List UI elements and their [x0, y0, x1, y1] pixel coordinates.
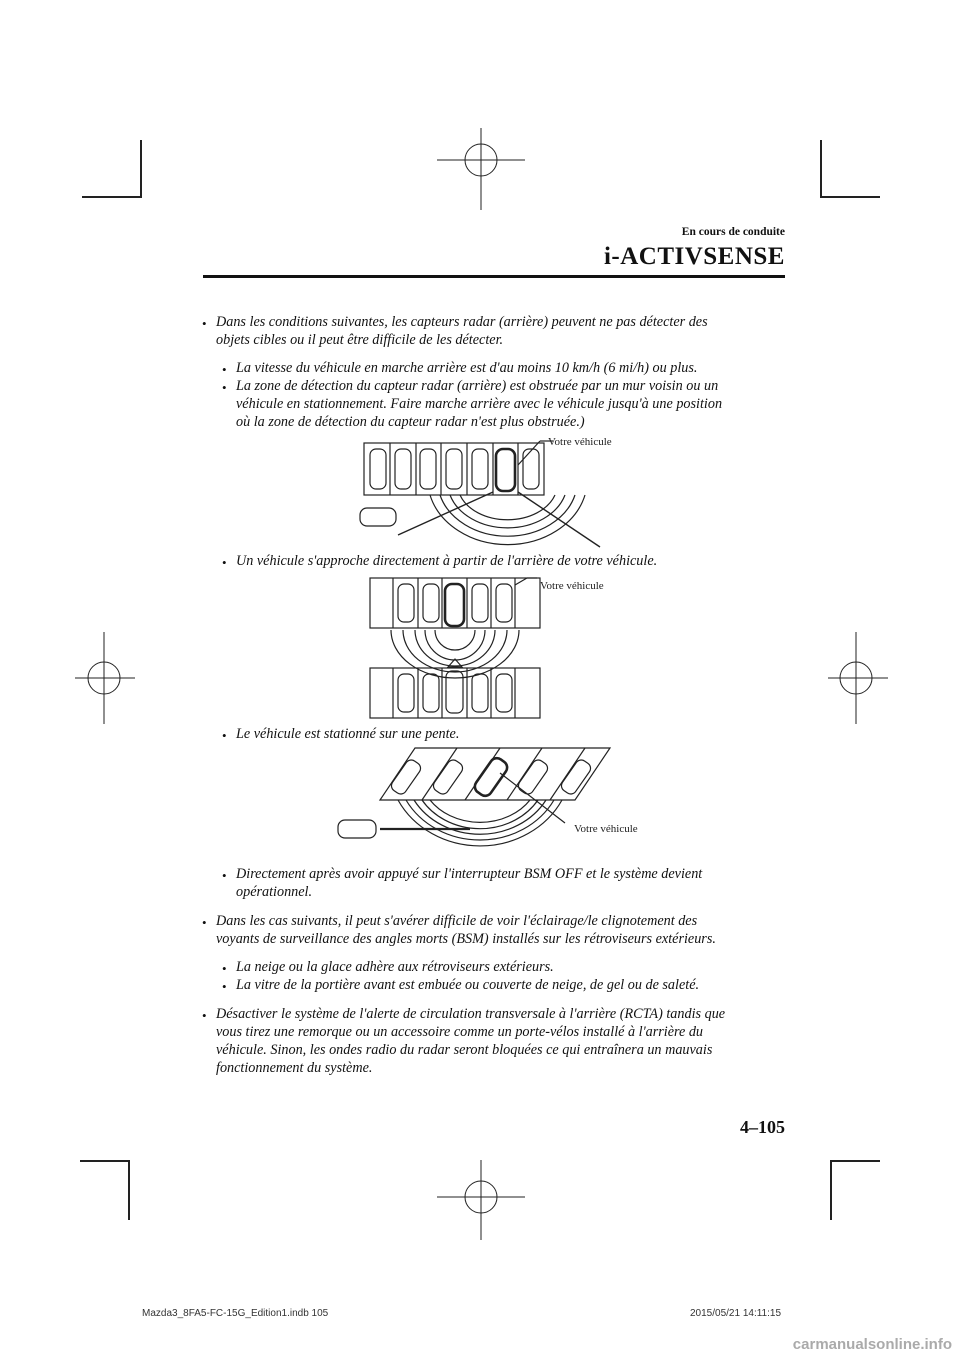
bullet-icon: •	[202, 915, 207, 930]
bullet-icon: •	[222, 961, 227, 976]
registration-mark-bottom	[437, 1160, 525, 1240]
bullet-3-line-3: véhicule. Sinon, les ondes radio du radar seront bloquées ce qui entraînera un mauvais	[216, 1042, 713, 1058]
bullet-icon: •	[222, 380, 227, 395]
sub-bullet-4: Le véhicule est stationné sur une pente.	[236, 726, 460, 742]
bullet-icon: •	[222, 362, 227, 377]
bullet-2-line-2: voyants de surveillance des angles morts (BSM) installés sur les rétroviseurs extérieurs.	[216, 931, 716, 947]
figure-2-label: Votre véhicule	[540, 580, 604, 592]
page-number: 4–105	[740, 1117, 785, 1137]
sub-bullet-2-line-1: La zone de détection du capteur radar (arrière) est obstruée par un mur voisin ou un	[236, 378, 719, 394]
sub-bullet-1: La vitesse du véhicule en marche arrière est d'au moins 10 km/h (6 mi/h) ou plus.	[236, 360, 698, 376]
page-title: i-ACTIVSENSE	[603, 243, 785, 270]
bullet-icon: •	[222, 555, 227, 570]
registration-mark-left	[75, 632, 155, 724]
figure-slope-parking	[330, 745, 660, 865]
figure-1-label: Votre véhicule	[548, 436, 612, 448]
registration-mark-top	[437, 128, 525, 216]
sub-bullet-2-line-2: véhicule en stationnement. Faire marche arrière avec le véhicule jusqu'à une position	[236, 396, 723, 412]
figure-3-label: Votre véhicule	[574, 823, 638, 835]
bullet-icon: •	[222, 728, 227, 743]
bullet-3-line-1: Désactiver le système de l'alerte de circulation transversale à l'arrière (RCTA) tandis que	[216, 1006, 726, 1022]
bullet-icon: •	[202, 316, 207, 331]
section-title: En cours de conduite	[681, 226, 785, 238]
header-rule	[203, 275, 785, 278]
bullet-icon: •	[202, 1008, 207, 1023]
sub-bullet-3: Un véhicule s'approche directement à partir de l'arrière de votre véhicule.	[236, 553, 658, 569]
watermark: carmanualsonline.info	[792, 1336, 952, 1353]
figure-approach-rear	[355, 575, 555, 725]
sub-bullet-6: La neige ou la glace adhère aux rétroviseurs extérieurs.	[236, 959, 554, 975]
bullet-icon: •	[222, 868, 227, 883]
footer-timestamp: 2015/05/21 14:11:15	[690, 1308, 782, 1319]
sub-bullet-5-line-2: opérationnel.	[236, 884, 313, 900]
bullet-icon: •	[222, 979, 227, 994]
sub-bullet-7: La vitre de la portière avant est embuée ou couverte de neige, de gel ou de saleté.	[236, 977, 700, 993]
sub-bullet-2-line-3: où la zone de détection du capteur radar n'est plus obstruée.)	[236, 414, 585, 430]
bullet-1-line-1: Dans les conditions suivantes, les capteurs radar (arrière) peuvent ne pas détecter des	[216, 314, 708, 330]
bullet-3-line-2: vous tirez une remorque ou un accessoire comme un porte-vélos installé à l'arrière du	[216, 1024, 704, 1040]
bullet-2-line-1: Dans les cas suivants, il peut s'avérer difficile de voir l'éclairage/le clignotement des	[216, 913, 698, 929]
sub-bullet-5-line-1: Directement après avoir appuyé sur l'interrupteur BSM OFF et le système devient	[236, 866, 703, 882]
bullet-1-line-2: objets cibles ou il peut être difficile de les détecter.	[216, 332, 504, 348]
bullet-3-line-4: fonctionnement du système.	[216, 1060, 373, 1076]
registration-mark-right	[828, 632, 888, 724]
figure-parking-wall	[350, 435, 650, 555]
footer-file: Mazda3_8FA5-FC-15G_Edition1.indb 105	[142, 1308, 329, 1319]
